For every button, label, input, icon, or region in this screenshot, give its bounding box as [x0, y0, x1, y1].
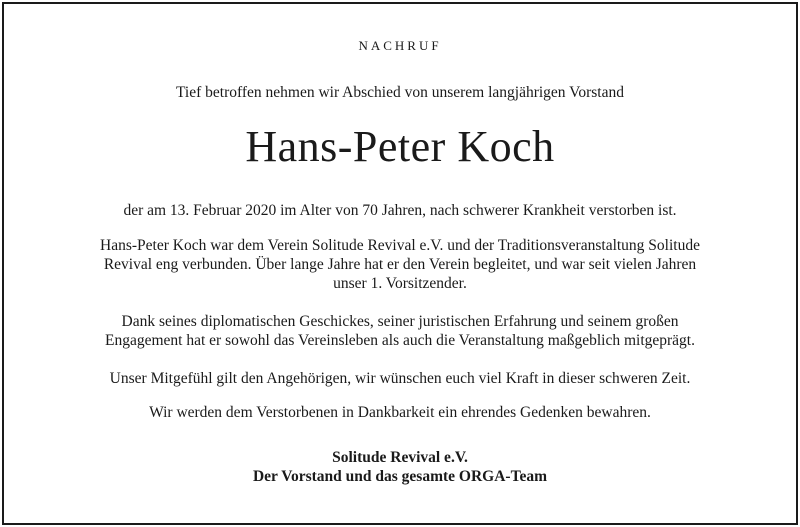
signature-team: Der Vorstand und das gesamte ORGA-Team — [252, 468, 548, 485]
notice-heading: NACHRUF — [358, 38, 442, 53]
paragraph-remembrance: Wir werden dem Verstorbenen in Dankbarkeit ein ehrendes Gedenken bewahren. — [149, 404, 651, 421]
paragraph-line: Revival eng verbunden. Über lange Jahre hat er den Verein begleitet, und war seit vielen Jahren — [103, 256, 697, 273]
paragraph-death-date: der am 13. Februar 2020 im Alter von 70 Jahren, nach schwerer Krankheit verstorben ist. — [123, 202, 677, 219]
paragraph-association — [0, 236, 800, 293]
paragraph-line: Dank seines diplomatischen Geschickes, seiner juristischen Erfahrung und seinem großen — [121, 313, 679, 330]
paragraph-line: Hans-Peter Koch war dem Verein Solitude Revival e.V. und der Traditionsveranstaltung Solitude — [100, 237, 700, 254]
signature-block — [0, 448, 800, 486]
paragraph-gratitude — [0, 312, 800, 350]
paragraph-condolence: Unser Mitgefühl gilt den Angehörigen, wir wünschen euch viel Kraft in dieser schweren Zeit. — [109, 370, 691, 387]
intro-text: Tief betroffen nehmen wir Abschied von unserem langjährigen Vorstand — [176, 84, 624, 101]
paragraph-line: Engagement hat er sowohl das Vereinsleben als auch die Veranstaltung maßgeblich mitgeprägt. — [105, 332, 695, 349]
paragraph-line: unser 1. Vorsitzender. — [333, 275, 467, 292]
signature-organization: Solitude Revival e.V. — [332, 449, 468, 466]
deceased-name: Hans-Peter Koch — [245, 122, 555, 171]
